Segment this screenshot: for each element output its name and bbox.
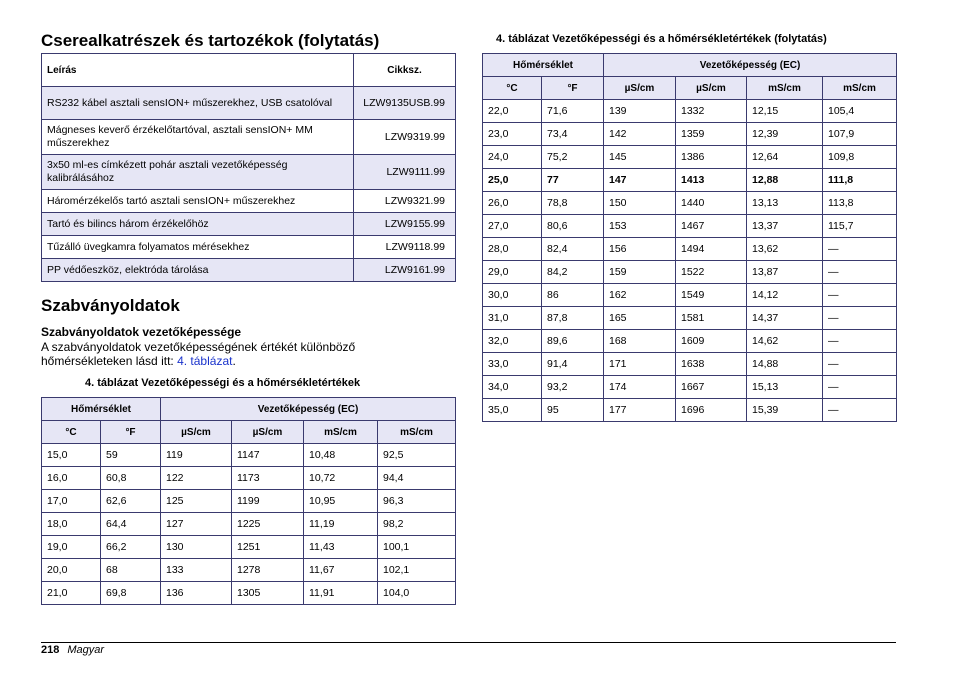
table-row	[42, 582, 456, 605]
table-cell: 115,7	[823, 215, 897, 238]
table-row	[483, 284, 897, 307]
table-row	[483, 376, 897, 399]
table-cell: 111,8	[823, 169, 897, 192]
table-row	[483, 330, 897, 353]
table-cell: 1359	[676, 123, 747, 146]
table-row	[42, 467, 456, 490]
table-cell: 32,0	[483, 330, 542, 353]
table-cell: 15,39	[747, 399, 823, 422]
table-cell: 109,8	[823, 146, 897, 169]
table-cell: 12,15	[747, 100, 823, 123]
table-cell: 25,0	[483, 169, 542, 192]
table-cell: 34,0	[483, 376, 542, 399]
table-cell: 28,0	[483, 238, 542, 261]
table-cell: 162	[604, 284, 676, 307]
table-cell: 1199	[232, 490, 304, 513]
table-cell: 21,0	[42, 582, 101, 605]
table-row	[483, 169, 897, 192]
table-cell: 1696	[676, 399, 747, 422]
group-header-temperature: Hőmérséklet	[483, 54, 604, 77]
table-row	[42, 536, 456, 559]
table-cell: 12,64	[747, 146, 823, 169]
table-cell: 78,8	[542, 192, 604, 215]
table-cell: 60,8	[101, 467, 161, 490]
table-cell: 1173	[232, 467, 304, 490]
table-cell: 19,0	[42, 536, 101, 559]
paragraph-text: A szabványoldatok vezetőképességének értékét különböző hőmérsékleteken lásd itt:	[41, 340, 356, 368]
table-cell: 82,4	[542, 238, 604, 261]
part-description: Mágneses keverő érzékelőtartóval, asztali sensION+ MM műszerekhez	[42, 120, 354, 155]
table-cell: 133	[161, 559, 232, 582]
table-cell: —	[823, 261, 897, 284]
table-cell: 93,2	[542, 376, 604, 399]
column-header-ms-cm-1: mS/cm	[747, 77, 823, 100]
table-cell: —	[823, 376, 897, 399]
column-header-us-cm-1: µS/cm	[604, 77, 676, 100]
table-row	[42, 513, 456, 536]
table-cell: 1667	[676, 376, 747, 399]
table-cell: 29,0	[483, 261, 542, 284]
table-cell: 165	[604, 307, 676, 330]
table-cell: 119	[161, 444, 232, 467]
table-cell: 17,0	[42, 490, 101, 513]
standards-paragraph	[41, 340, 441, 368]
table-cell: 11,43	[304, 536, 378, 559]
table-cell: 18,0	[42, 513, 101, 536]
table-cell: 10,95	[304, 490, 378, 513]
column-header-part-number: Cikksz.	[354, 54, 456, 87]
table-cell: 1522	[676, 261, 747, 284]
table-cell: 96,3	[378, 490, 456, 513]
table-cell: 59	[101, 444, 161, 467]
table-cell: 95	[542, 399, 604, 422]
table-cell: 89,6	[542, 330, 604, 353]
table-cell: 168	[604, 330, 676, 353]
table-row	[483, 146, 897, 169]
table-cell: 125	[161, 490, 232, 513]
table-cell: 69,8	[101, 582, 161, 605]
parts-table	[41, 53, 456, 282]
standards-subtitle: Szabványoldatok vezetőképessége	[41, 325, 242, 339]
table-cell: 10,72	[304, 467, 378, 490]
part-number: LZW9135USB.99	[354, 87, 456, 120]
table-cell: 142	[604, 123, 676, 146]
table-row	[483, 192, 897, 215]
parts-table-body	[42, 87, 456, 282]
table-cell: 11,91	[304, 582, 378, 605]
table-cell: 14,12	[747, 284, 823, 307]
table-cell: 122	[161, 467, 232, 490]
table-cell: 20,0	[42, 559, 101, 582]
group-header-temperature: Hőmérséklet	[42, 398, 161, 421]
table-cell: 30,0	[483, 284, 542, 307]
table-cell: 98,2	[378, 513, 456, 536]
table-cell: 33,0	[483, 353, 542, 376]
table-row	[42, 213, 456, 236]
column-header-ms-cm-1: mS/cm	[304, 421, 378, 444]
parts-section-title: Cserealkatrészek és tartozékok (folytatás)	[41, 31, 380, 50]
table-cell: 1147	[232, 444, 304, 467]
table-cell: 153	[604, 215, 676, 238]
table-cell: 1638	[676, 353, 747, 376]
table-cell: 1332	[676, 100, 747, 123]
part-description: RS232 kábel asztali sensION+ műszerekhez, USB csatolóval	[42, 87, 354, 120]
table-cell: 1440	[676, 192, 747, 215]
table-cell: 156	[604, 238, 676, 261]
table-cell: 13,13	[747, 192, 823, 215]
footer-language: Magyar	[67, 644, 105, 656]
table-cell: 139	[604, 100, 676, 123]
table-cell: —	[823, 330, 897, 353]
right-table-caption: 4. táblázat Vezetőképességi és a hőmérsékletértékek (folytatás)	[496, 33, 827, 45]
part-description: PP védőeszköz, elektróda tárolása	[42, 259, 354, 282]
table-cell: 145	[604, 146, 676, 169]
table-row	[483, 215, 897, 238]
table-row	[42, 236, 456, 259]
column-header-us-cm-1: µS/cm	[161, 421, 232, 444]
table-cell: 1467	[676, 215, 747, 238]
paragraph-end: .	[232, 354, 236, 368]
table-cell: —	[823, 307, 897, 330]
table-row	[483, 307, 897, 330]
table-cell: 1278	[232, 559, 304, 582]
part-description: Háromérzékelős tartó asztali sensION+ műszerekhez	[42, 190, 354, 213]
table-cell: 1386	[676, 146, 747, 169]
left-table-body	[42, 444, 456, 605]
table-cell: 177	[604, 399, 676, 422]
table-row	[42, 259, 456, 282]
table-row	[42, 490, 456, 513]
table-cell: 150	[604, 192, 676, 215]
table-cell: 113,8	[823, 192, 897, 215]
part-description: Tűzálló üvegkamra folyamatos mérésekhez	[42, 236, 354, 259]
part-number: LZW9321.99	[354, 190, 456, 213]
column-header-fahrenheit: °F	[101, 421, 161, 444]
column-header-ms-cm-2: mS/cm	[378, 421, 456, 444]
conductivity-table	[41, 397, 456, 605]
table-cell: 68	[101, 559, 161, 582]
table-cell: 127	[161, 513, 232, 536]
table-cell: 130	[161, 536, 232, 559]
page-footer	[41, 644, 104, 656]
table-row	[42, 87, 456, 120]
table-cell: 159	[604, 261, 676, 284]
table-cell: 104,0	[378, 582, 456, 605]
table-cell: 64,4	[101, 513, 161, 536]
table-row	[483, 261, 897, 284]
table-cell: 100,1	[378, 536, 456, 559]
table-row	[483, 238, 897, 261]
table-cell: 14,37	[747, 307, 823, 330]
table-cell: 80,6	[542, 215, 604, 238]
table-cell: 1413	[676, 169, 747, 192]
table-cell: 22,0	[483, 100, 542, 123]
table-cell: 105,4	[823, 100, 897, 123]
part-number: LZW9161.99	[354, 259, 456, 282]
group-header-conductivity: Vezetőképesség (EC)	[161, 398, 456, 421]
table-cell: 16,0	[42, 467, 101, 490]
conductivity-table-continued	[482, 53, 897, 422]
part-number: LZW9111.99	[354, 155, 456, 190]
column-header-celsius: °C	[42, 421, 101, 444]
table-cell: 73,4	[542, 123, 604, 146]
table-cell: 27,0	[483, 215, 542, 238]
table-cell: 75,2	[542, 146, 604, 169]
table-row	[483, 399, 897, 422]
table-cell: 1494	[676, 238, 747, 261]
table-cell: 1305	[232, 582, 304, 605]
table-cell: 91,4	[542, 353, 604, 376]
table-cell: —	[823, 238, 897, 261]
table-cell: 87,8	[542, 307, 604, 330]
table-cell: 1581	[676, 307, 747, 330]
table-cell: 14,62	[747, 330, 823, 353]
footer-divider	[41, 642, 896, 643]
table-cell: 1225	[232, 513, 304, 536]
table-reference-link[interactable]: 4. táblázat	[177, 354, 233, 368]
table-cell: 11,19	[304, 513, 378, 536]
table-cell: 171	[604, 353, 676, 376]
table-cell: 1251	[232, 536, 304, 559]
table-cell: 77	[542, 169, 604, 192]
table-cell: 15,0	[42, 444, 101, 467]
table-cell: 15,13	[747, 376, 823, 399]
column-header-us-cm-2: µS/cm	[676, 77, 747, 100]
left-table-caption: 4. táblázat Vezetőképességi és a hőmérsékletértékek	[85, 377, 361, 389]
table-cell: 84,2	[542, 261, 604, 284]
table-row	[42, 120, 456, 155]
table-cell: 24,0	[483, 146, 542, 169]
part-description: Tartó és bilincs három érzékelőhöz	[42, 213, 354, 236]
standards-section-title: Szabványoldatok	[41, 296, 180, 315]
table-cell: 174	[604, 376, 676, 399]
group-header-conductivity: Vezetőképesség (EC)	[604, 54, 897, 77]
table-cell: 26,0	[483, 192, 542, 215]
table-cell: 136	[161, 582, 232, 605]
table-cell: 10,48	[304, 444, 378, 467]
table-cell: 94,4	[378, 467, 456, 490]
table-cell: —	[823, 284, 897, 307]
table-cell: 14,88	[747, 353, 823, 376]
part-description: 3x50 ml-es címkézett pohár asztali vezetőképesség kalibrálásához	[42, 155, 354, 190]
table-cell: 13,87	[747, 261, 823, 284]
table-cell: 1609	[676, 330, 747, 353]
part-number: LZW9155.99	[354, 213, 456, 236]
table-row	[42, 444, 456, 467]
table-cell: 102,1	[378, 559, 456, 582]
part-number: LZW9319.99	[354, 120, 456, 155]
table-cell: 31,0	[483, 307, 542, 330]
table-cell: 13,62	[747, 238, 823, 261]
table-row	[483, 353, 897, 376]
table-cell: 86	[542, 284, 604, 307]
column-header-ms-cm-2: mS/cm	[823, 77, 897, 100]
table-cell: 12,88	[747, 169, 823, 192]
column-header-us-cm-2: µS/cm	[232, 421, 304, 444]
table-cell: 11,67	[304, 559, 378, 582]
table-row	[483, 100, 897, 123]
table-row	[483, 123, 897, 146]
table-cell: 13,37	[747, 215, 823, 238]
table-cell: —	[823, 399, 897, 422]
column-header-fahrenheit: °F	[542, 77, 604, 100]
table-cell: 23,0	[483, 123, 542, 146]
right-table-body	[483, 100, 897, 422]
table-cell: 62,6	[101, 490, 161, 513]
table-cell: 147	[604, 169, 676, 192]
column-header-celsius: °C	[483, 77, 542, 100]
table-row	[42, 155, 456, 190]
table-cell: 66,2	[101, 536, 161, 559]
table-cell: —	[823, 353, 897, 376]
column-header-description: Leírás	[42, 54, 354, 87]
table-cell: 92,5	[378, 444, 456, 467]
table-cell: 71,6	[542, 100, 604, 123]
page-number: 218	[41, 644, 60, 656]
table-row	[42, 190, 456, 213]
table-row	[42, 559, 456, 582]
table-cell: 12,39	[747, 123, 823, 146]
table-cell: 107,9	[823, 123, 897, 146]
table-cell: 35,0	[483, 399, 542, 422]
part-number: LZW9118.99	[354, 236, 456, 259]
table-cell: 1549	[676, 284, 747, 307]
